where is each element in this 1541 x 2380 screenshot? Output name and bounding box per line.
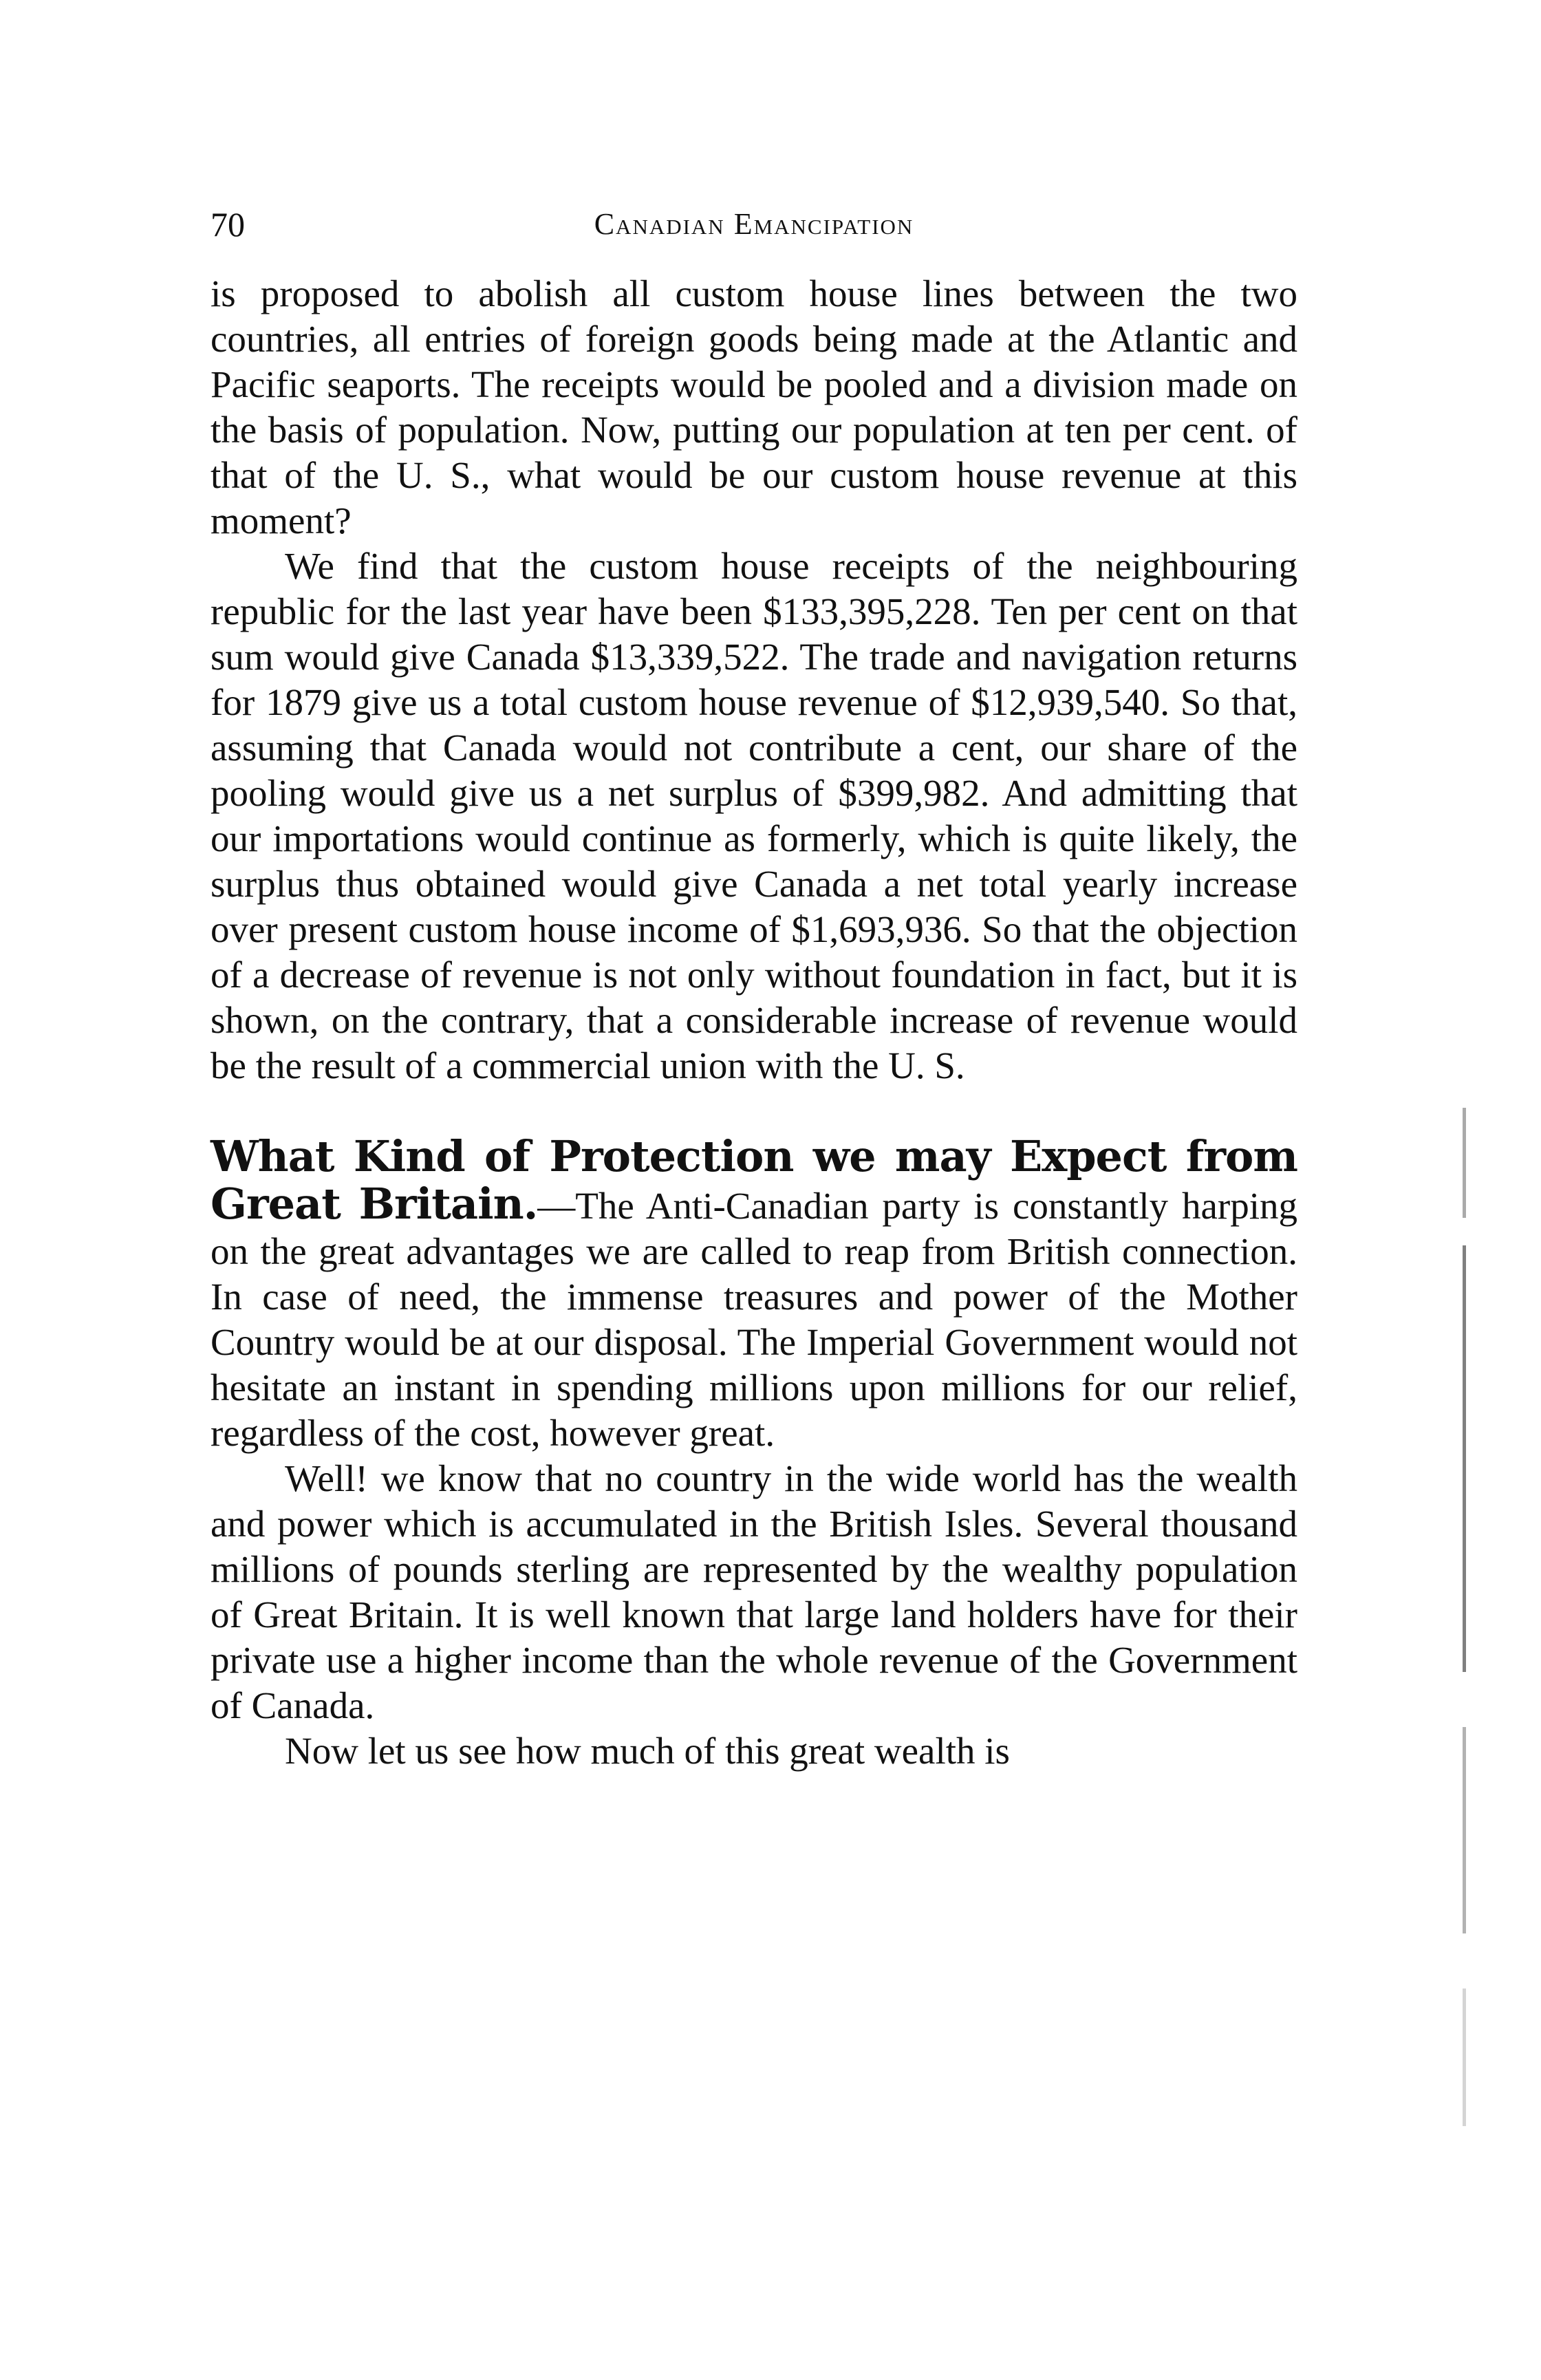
section-heading: What Kind of Protection we may Expect from Great Britain. xyxy=(211,1131,1297,1229)
paragraph-protection-text: The Anti-Canadian party is constantly harping on the great advantages we are called to reap from British connection. In case of need, the immense treasures and power of the Mother Country would be at our disposal. The Imperial Government would not hesitate an instant in spending millions upon millions for our relief, regardless of the cost, however great. xyxy=(211,1185,1297,1454)
paragraph-revenue: We find that the custom house receipts of the neighbouring republic for the last year have been $133,395,228. Ten per cent on that sum would give Canada $13,339,522. The trade and navigation returns for 1879 give us a total custom house revenue of $12,939,540. So that, assuming that Canada would not contribute a cent, our share of the pooling would give us a net surplus of $399,982. And admitting that our importations would continue as formerly, which is quite likely, the surplus thus obtained would give Canada a net total yearly increase over present custom house income of $1,693,936. So that the objection of a decrease of revenue is not only without foundation in fact, but it is shown, on the contrary, that a considerable increase of revenue would be the result of a commercial union with the U. S. xyxy=(211,545,1297,1086)
edge-mark xyxy=(1463,1245,1466,1672)
edge-mark xyxy=(1463,1988,1466,2126)
paragraph-protection xyxy=(211,1131,1297,1456)
page-header xyxy=(211,197,1297,252)
paragraph-wealth: Well! we know that no country in the wide world has the wealth and power which is accumulated in the British Isles. Several thousand millions of pounds sterling are represented by the wealthy population of Great Britain. It is well known that large land holders have for their private use a higher income than the whole revenue of the Government of Canada. xyxy=(211,1457,1297,1726)
edge-mark xyxy=(1463,1727,1466,1933)
page-number: 70 xyxy=(211,205,245,244)
scan-edge-marks xyxy=(1452,998,1479,2236)
heading-dash: — xyxy=(537,1185,576,1227)
running-head: Canadian Emancipation xyxy=(594,207,914,241)
body-text xyxy=(211,271,1297,1774)
paragraph-final: Now let us see how much of this great wealth is xyxy=(285,1730,1010,1772)
paragraph-continued: is proposed to abolish all custom house lines between the two countries, all entries of foreign goods being made at the Atlantic and Pacific seaports. The receipts would be pooled and a division made on the basis of population. Now, putting our population at ten per cent. of that of the U. S., what would be our custom house revenue at this moment? xyxy=(211,272,1297,542)
edge-mark xyxy=(1463,1108,1466,1218)
